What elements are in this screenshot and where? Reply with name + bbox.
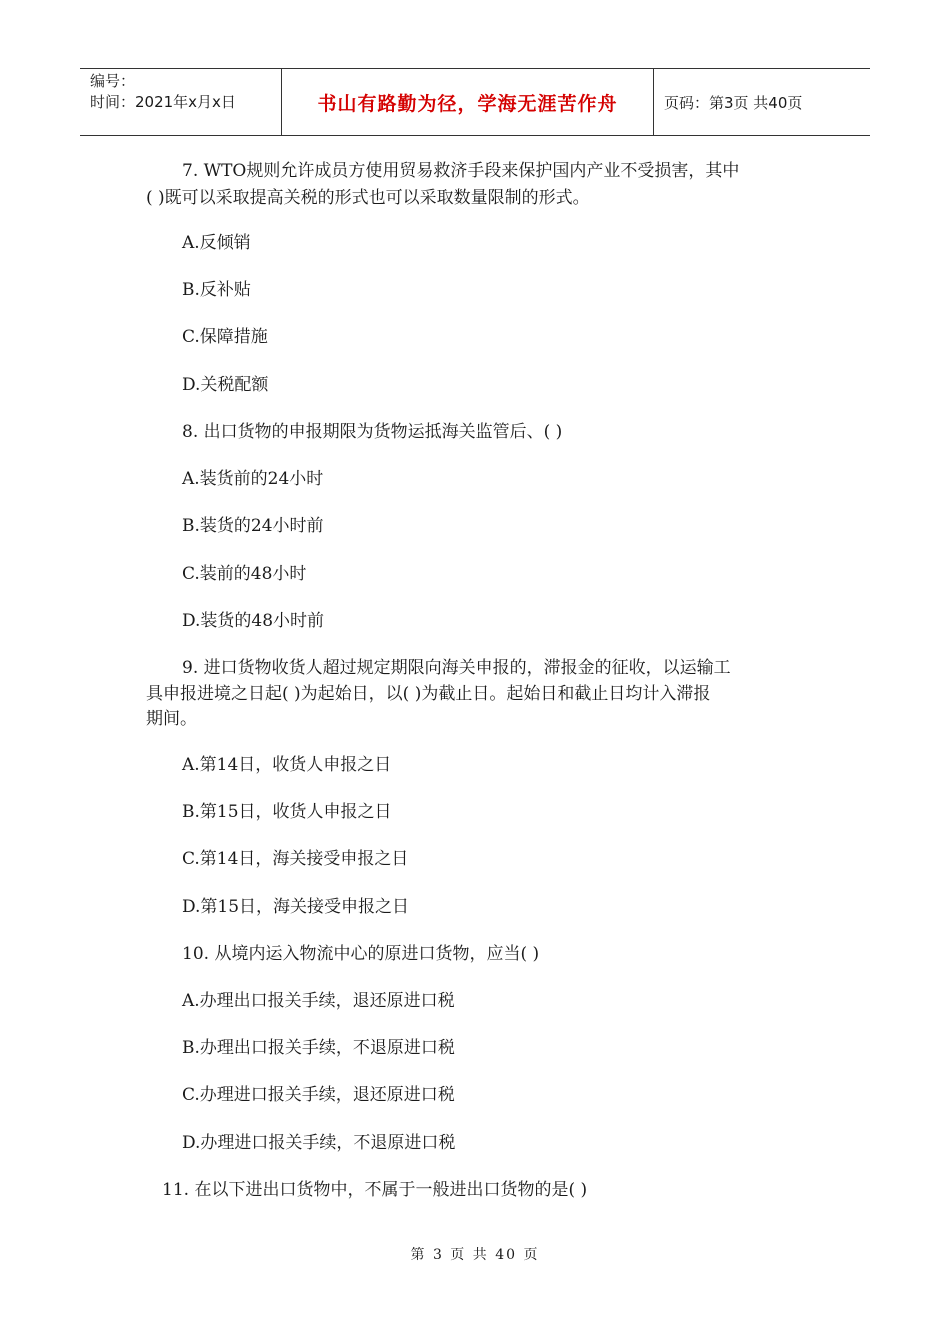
answer-option: A.反倾销: [182, 233, 251, 253]
header-motto: 书山有路勤为径，学海无涯苦作舟: [317, 92, 618, 115]
page-header: [80, 68, 870, 136]
answer-option: C.第14日，海关接受申报之日: [182, 849, 409, 869]
answer-option: A.办理出口报关手续，退还原进口税: [182, 991, 455, 1011]
question-stem-line: 具申报进境之日起( )为起始日，以( )为截止日。起始日和截止日均计入滞报: [146, 684, 711, 704]
question-stem-line: 7. WTO规则允许成员方使用贸易救济手段来保护国内产业不受损害，其中: [182, 161, 740, 181]
answer-option: B.办理出口报关手续，不退原进口税: [182, 1038, 455, 1058]
answer-option: C.装前的48小时: [182, 564, 307, 584]
question-stem-line: 11. 在以下进出口货物中，不属于一般进出口货物的是( ): [162, 1180, 588, 1200]
answer-option: D.关税配额: [182, 375, 269, 395]
answer-option: B.第15日，收货人申报之日: [182, 802, 392, 822]
question-stem-line: 10. 从境内运入物流中心的原进口货物，应当( ): [182, 944, 540, 964]
answer-option: A.第14日，收货人申报之日: [182, 755, 392, 775]
answer-option: A.装货前的24小时: [182, 469, 324, 489]
header-motto-cell: [282, 69, 654, 135]
header-page-info: 页码：第3页 共40页: [664, 93, 803, 112]
question-stem-line: ( )既可以采取提高关税的形式也可以采取数量限制的形式。: [146, 188, 590, 208]
answer-option: D.装货的48小时前: [182, 611, 325, 631]
document-date-label: 时间：2021年x月x日: [90, 93, 236, 111]
answer-option: B.反补贴: [182, 280, 251, 300]
question-stem-line: 期间。: [146, 709, 197, 729]
question-stem-line: 9. 进口货物收货人超过规定期限向海关申报的，滞报金的征收，以运输工: [182, 658, 731, 678]
header-meta: [80, 69, 282, 135]
answer-option: D.第15日，海关接受申报之日: [182, 897, 410, 917]
document-number-label: 编号：: [90, 72, 136, 90]
answer-option: D.办理进口报关手续，不退原进口税: [182, 1133, 456, 1153]
header-page-cell: [654, 69, 870, 135]
answer-option: B.装货的24小时前: [182, 516, 324, 536]
page-footer: 第 3 页 共 40 页: [410, 1247, 540, 1263]
answer-option: C.保障措施: [182, 327, 268, 347]
question-stem-line: 8. 出口货物的申报期限为货物运抵海关监管后、( ): [182, 422, 563, 442]
answer-option: C.办理进口报关手续，退还原进口税: [182, 1085, 455, 1105]
